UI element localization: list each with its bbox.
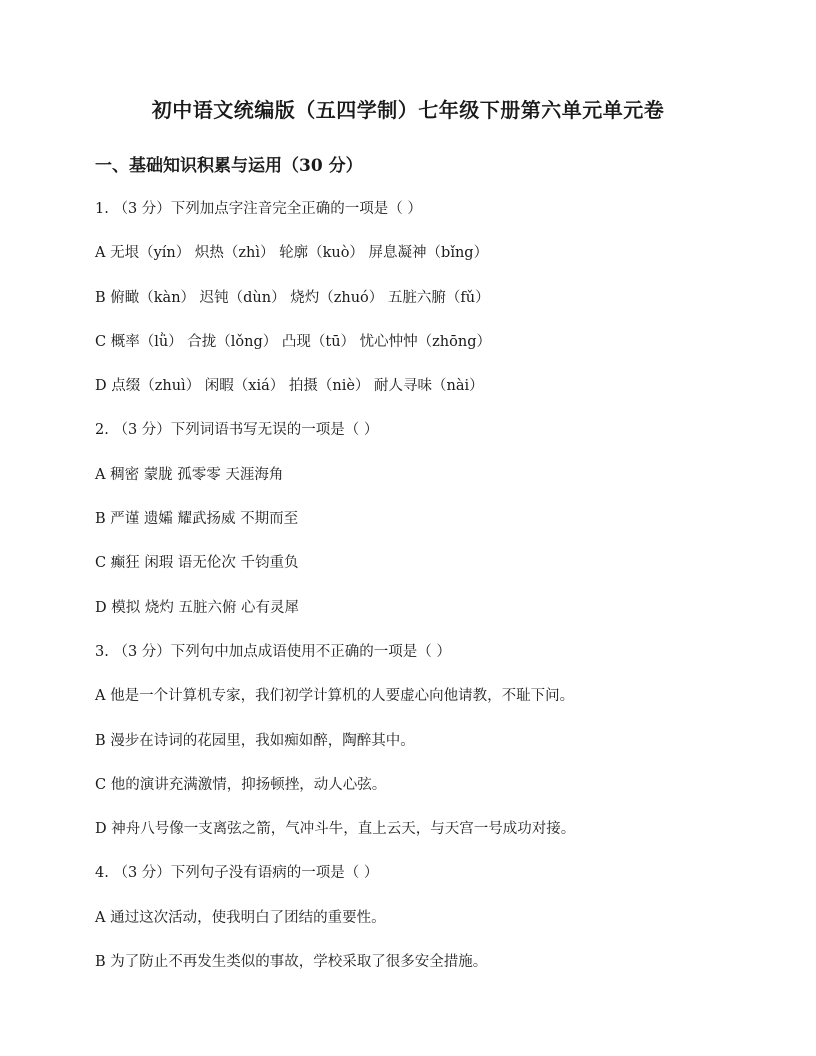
question-4-option-b: B 为了防止不再发生类似的事故，学校采取了很多安全措施。 [95,954,488,971]
question-1-option-b: B 俯瞰（kàn） 迟钝（dùn） 烧灼（zhuó） 五脏六腑（fǔ） [95,289,490,306]
question-4-option-a: A 通过这次活动，使我明白了团结的重要性。 [95,909,386,926]
question-3-option-d: D 神舟八号像一支离弦之箭，气冲斗牛，直上云天，与天宫一号成功对接。 [95,821,576,838]
question-1-option-c: C 概率（lǜ） 合拢（lǒng） 凸现（tū） 忧心忡忡（zhōng） [95,333,491,350]
question-2-option-b: B 严谨 遗孀 耀武扬威 不期而至 [95,511,299,528]
question-2-option-a: A 稠密 蒙胧 孤零零 天涯海角 [95,466,284,483]
question-2-stem: 2. （3 分）下列词语书写无误的一项是（ ） [95,422,379,439]
question-2-option-c: C 癫狂 闲瑕 语无伦次 千钧重负 [95,555,299,572]
question-3-option-c: C 他的演讲充满激情，抑扬顿挫，动人心弦。 [95,776,387,793]
question-3-stem: 3. （3 分）下列句中加点成语使用不正确的一项是（ ） [95,643,451,660]
question-1-option-d: D 点缀（zhuì） 闲暇（xiá） 拍摄（niè） 耐人寻味（nài） [95,378,484,395]
question-3-option-a: A 他是一个计算机专家，我们初学计算机的人要虚心向他请教，不耻下问。 [95,688,575,705]
document-title: 初中语文统编版（五四学制）七年级下册第六单元单元卷 [151,98,665,122]
section-heading: 一、基础知识积累与运用（30 分） [95,156,363,176]
question-list [95,198,775,995]
question-3-option-b: B 漫步在诗词的花园里，我如痴如醉，陶醉其中。 [95,732,415,749]
question-1-stem: 1. （3 分）下列加点字注音完全正确的一项是（ ） [95,201,422,217]
question-4-stem: 4. （3 分）下列句子没有语病的一项是（ ） [95,865,379,882]
question-1-option-a: A 无垠（yín） 炽热（zhì） 轮廓（kuò） 屏息凝神（bǐng） [95,245,489,262]
question-2-option-d: D 模拟 烧灼 五脏六俯 心有灵犀 [95,599,300,616]
